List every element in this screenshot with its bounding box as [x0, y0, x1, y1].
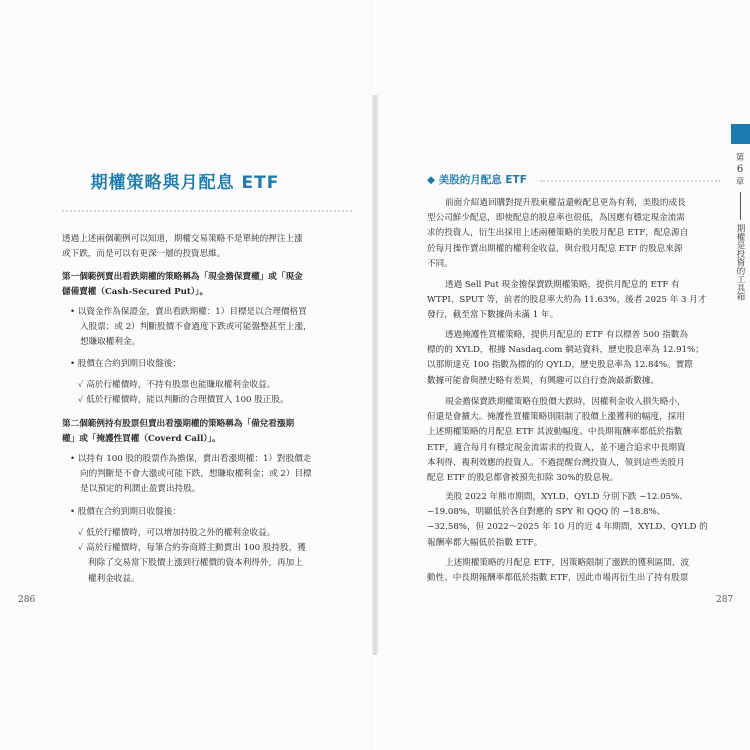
text-line: 向的判斷是不會大漲或可能下跌，想賺取權利金；或 2）目標 [80, 469, 312, 480]
text-line: 前面介紹過回購對提升股東權益還較配息更為有利，美股的成長 [445, 198, 686, 208]
text-line: 透過 Sell Put 現金擔保賣跌期權策略，提供月配息的 ETF 有 [445, 280, 680, 290]
check-item: ✓ 高於行權價時，不持有股票也能賺取權利金收益。 [78, 380, 276, 390]
text-line: 透過掩護性買權策略，提供月配息的 ETF 有以標普 500 指數為 [445, 330, 688, 340]
paragraph-3 [427, 328, 717, 389]
page-title: 期權策略與月配息 ETF [90, 173, 280, 193]
text-line: −32.58%，但 2022～2025 年 10 月的近 4 年期間，XYLD、QYLD 的 [427, 522, 708, 533]
chapter-number: 6 [736, 164, 744, 175]
text-line: 現金擔保賣跌期權策略在股價大跌時，因權利金收入損失略小， [445, 397, 686, 407]
check-item: ✓ 高於行權價時，每筆合約券商將主動賣出 100 股持股，獲 [78, 543, 306, 554]
chapter-color-tab [731, 124, 750, 144]
text-line: 想賺取權利金。 [80, 337, 141, 348]
text-line: 或下跌，而是可以有更深一層的投資思維。 [62, 249, 226, 260]
paragraph-2 [427, 278, 717, 324]
text-line: 不同。 [427, 258, 453, 269]
book-gutter [372, 95, 378, 655]
check-item: 利除了交易當下股價上漲到行權價的資本利得外，再加上 [88, 558, 303, 569]
strategy1-heading [62, 270, 362, 300]
check-item: 權利金收益。 [88, 573, 140, 584]
text-line: 權」或「掩護性買權（Coverd Call）」。 [62, 434, 221, 445]
text-line: 型公司鮮少配息，即使配息的股息率也很低，為因應有穩定現金流需 [427, 213, 685, 224]
text-line: 於每月操作賣出期權的權利金收益，與台股月配息 ETF 的股息來源 [427, 243, 683, 254]
text-line: • 以資金作為保證金，賣出看跌期權：1）目標是以合理價格買 [70, 307, 307, 317]
text-line: 標的的 XYLD，根據 Nasdaq.com 網站資料，歷史股息率為 12.91%； [427, 345, 704, 356]
text-line: 上述期權策略的月配息 ETF 其波動幅度、中長期報酬率都低於指數 [427, 427, 683, 438]
paragraph-6 [427, 556, 717, 586]
text-line: 發行，截至當下數據尚未滿 1 年。 [427, 310, 559, 321]
s1-checklist [78, 378, 363, 408]
section-title: ◆ 美股的月配息 ETF [427, 174, 527, 186]
text-line: WTPI、SPUT 等，前者的股息率大約為 11.63%，後者 2025 年 3 月才 [427, 295, 707, 306]
text-line: 美股 2022 年熊市期間，XYLD、QYLD 分別下跌 −12.05%、 [445, 492, 688, 502]
text-line: 透過上述兩個範例可以知道，期權交易策略不是單純的押注上漲 [62, 234, 303, 244]
text-line: 上述期權策略的月配息 ETF，因策略限制了漲跌的獲利區間，波 [445, 558, 690, 568]
text-line: 報酬率都大幅低於指數 ETF。 [427, 537, 543, 548]
paragraph-4 [427, 395, 717, 486]
chapter-marker [733, 152, 747, 301]
text-line: 入股票；或 2）判斷股價不會過度下跌或可能盤整甚至上漲， [80, 322, 312, 333]
text-line: 求的投資人，衍生出採用上述兩種策略的美股月配息 ETF，配息源自 [427, 228, 689, 239]
right-page-number: 287 [716, 595, 734, 605]
intro-paragraph [62, 232, 357, 262]
s1-bullet-2 [70, 357, 360, 372]
section-divider [540, 180, 720, 182]
left-page-number: 286 [18, 595, 36, 605]
check-item: ✓ 低於行權價時，能以判斷的合理價買入 100 股正股。 [78, 395, 289, 406]
chapter-prefix: 第 [735, 153, 745, 163]
check-item: ✓ 低於行權價時，可以增加持股之外的權利金收益。 [78, 528, 276, 538]
chapter-title: 期權是投資的工具箱 [735, 224, 745, 301]
chapter-suffix: 章 [735, 177, 745, 187]
text-line: 配息 ETF 的股息都會被預先扣除 30%的股息稅。 [427, 473, 619, 484]
s2-bullet-1 [70, 452, 360, 498]
left-page [0, 0, 374, 750]
text-line: 本利得、複利效應的投資人。不過提醒台灣投資人，領到這些美股月 [427, 457, 685, 468]
text-line: 以那斯達克 100 指數為標的的 QYLD，歷史股息率為 12.84%。實際 [427, 360, 693, 371]
text-line: 第一個範例賣出看跌期權的策略稱為「現金擔保賣權」或「現金 [62, 272, 303, 282]
s1-bullet-1 [70, 305, 360, 351]
chapter-divider [740, 192, 741, 220]
text-line: 儲備賣權（Cash-Secured Put）」。 [62, 287, 209, 298]
s2-bullet-2 [70, 505, 360, 520]
text-line: −19.08%，明顯低於各自對應的 SPY 和 QQQ 的 −18.8%、 [427, 507, 666, 518]
text-line: 是以預定的利潤止盈賣出持股。 [80, 484, 201, 495]
paragraph-5 [427, 490, 717, 551]
text-line: • 股價在合約到期日收盤後： [70, 359, 181, 369]
text-line: 動性、中長期報酬率都低於指數 ETF，因此市場再衍生出了持有股票 [427, 573, 689, 584]
text-line: ETF，適合每月有穩定現金流需求的投資人，並不適合追求中長期資 [427, 442, 686, 453]
paragraph-1 [427, 196, 717, 272]
text-line: • 以持有 100 股的股票作為擔保，賣出看漲期權：1）對股價走 [70, 454, 312, 464]
text-line: • 股價在合約到期日收盤後： [70, 507, 181, 517]
text-line: 第二個範例持有股票但賣出看漲期權的策略稱為「備兌看漲期 [62, 419, 295, 429]
text-line: 但還是會擴大。掩護性買權策略則限制了股價上漲獲利的幅度，採用 [427, 412, 685, 423]
s2-checklist [78, 526, 363, 587]
text-line: 數據可能會與歷史略有差異，有興趣可以自行查詢最新數據。 [427, 375, 660, 386]
strategy2-heading [62, 417, 362, 447]
title-divider [62, 210, 352, 212]
